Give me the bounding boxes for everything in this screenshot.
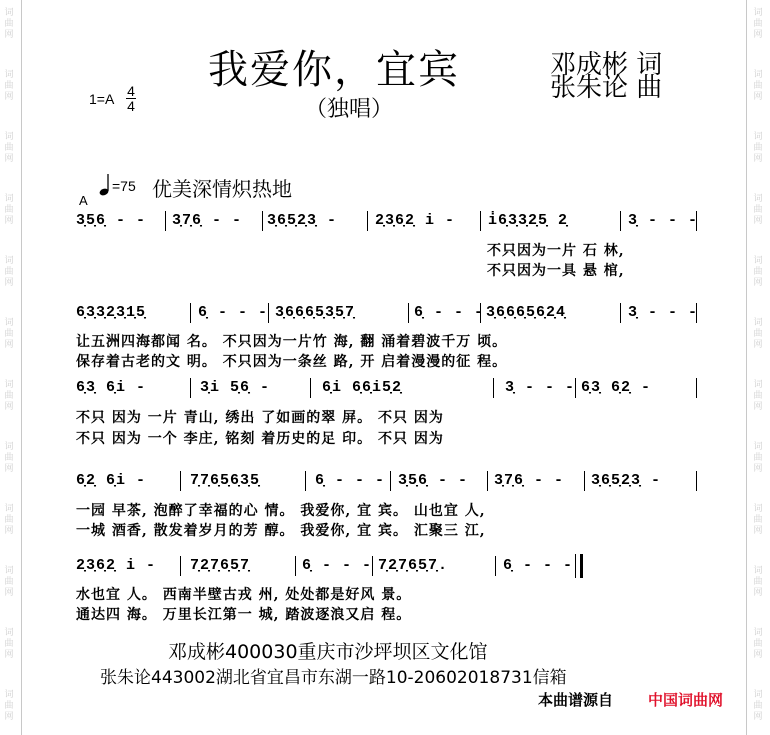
watermark-stamp: 词 曲 网 (753, 690, 763, 722)
lyricist-address: 邓成彬400030重庆市沙坪坝区文化馆 (168, 641, 488, 663)
measure-r5-1: 2̣3̣6̣2̣ i - (76, 557, 157, 574)
measure-r4-1: 6̣2̣ 6̣i - (76, 472, 147, 489)
watermark-stamp: 词 曲 网 (753, 8, 763, 40)
composer-credit: 张朱论 曲 (550, 73, 663, 103)
source-label: 本曲谱源自 (538, 691, 614, 709)
barline (620, 211, 621, 231)
measure-r4-4: 3̣5̣6̣ - - (398, 472, 469, 489)
watermark-stamp: 词 曲 网 (4, 132, 14, 164)
measure-r1-6: 3̣ - - - (628, 212, 699, 229)
lyrics-r4-verse2: 一城 酒香, 散发着岁月的芳 醇。 我爱你, 宜 宾。 汇聚三 江, (76, 523, 486, 539)
measure-r3-2: 3̣i 5̣6̣ - (200, 379, 271, 396)
watermark-stamp: 词 曲 网 (753, 318, 763, 350)
lyrics-r4-verse1: 一园 早茶, 泡醉了幸福的心 情。 我爱你, 宜 宾。 山也宜 人, (76, 503, 486, 519)
tempo-marking: =75 (112, 178, 136, 194)
barline (480, 303, 481, 323)
measure-r3-3: 6̣i 6̣6̣i5̣2̣ (322, 379, 403, 396)
watermark-stamp: 词 曲 网 (753, 70, 763, 102)
barline (696, 211, 697, 231)
barline (696, 471, 697, 491)
barline (190, 303, 191, 323)
barline (295, 556, 296, 576)
rehearsal-mark: A (79, 193, 88, 208)
watermark-stamp: 词 曲 网 (753, 566, 763, 598)
barline (696, 378, 697, 398)
barline (584, 471, 585, 491)
measure-r4-2: 7̣7̣6̣5̣6̣3̣5̣ (190, 472, 261, 489)
watermark-stamp: 词 曲 网 (4, 380, 14, 412)
measure-r2-2: 6̣ - - - (198, 304, 269, 321)
measure-r4-5: 3̣7̣6̣ - - (494, 472, 565, 489)
measure-r1-4: 2̣3̣6̣2̣ i - (375, 212, 456, 229)
barline (372, 556, 373, 576)
measure-r2-6: 3̣ - - - (628, 304, 699, 321)
measure-r2-1: 6̣3̣3̣2̣3̣1̣5̣ (76, 304, 147, 321)
barline (408, 303, 409, 323)
lyrics-r3-verse2: 不只 因为 一个 李庄, 铭刻 着历史的足 印。 不只 因为 (76, 431, 444, 447)
barline (495, 556, 496, 576)
barline (310, 378, 311, 398)
lyrics-r1-verse1: 不只因为一片 石 林, (487, 243, 625, 259)
watermark-stamp: 词 曲 网 (4, 318, 14, 350)
measure-r1-2: 3̣7̣6̣ - - (172, 212, 243, 229)
barline (493, 378, 494, 398)
measure-r5-3: 6̣ - - - (302, 557, 373, 574)
barline (480, 211, 481, 231)
watermark-stamp: 词 曲 网 (4, 504, 14, 536)
barline (190, 378, 191, 398)
site-link[interactable]: 中国词曲网 (648, 691, 724, 709)
barline (390, 471, 391, 491)
barline (268, 303, 269, 323)
barline (575, 378, 576, 398)
barline (367, 211, 368, 231)
watermark-stamp: 词 曲 网 (4, 566, 14, 598)
watermark-stamp: 词 曲 网 (4, 8, 14, 40)
lyrics-r2-verse1: 让五洲四海都闻 名。 不只因为一片竹 海, 翻 涌着碧波千万 顷。 (76, 334, 508, 350)
watermark-stamp: 词 曲 网 (4, 442, 14, 474)
watermark-stamp: 词 曲 网 (753, 628, 763, 660)
watermark-stamp: 词 曲 网 (4, 690, 14, 722)
barline (305, 471, 306, 491)
barline (180, 471, 181, 491)
watermark-stamp: 词 曲 网 (753, 504, 763, 536)
watermark-stamp: 词 曲 网 (753, 380, 763, 412)
watermark-stamp: 词 曲 网 (753, 256, 763, 288)
measure-r5-4: 7̣2̣7̣6̣5̣7̣. (378, 557, 449, 574)
quarter-note-icon (99, 172, 113, 198)
time-signature-bottom: 4 (127, 98, 135, 114)
final-thin-barline (575, 554, 576, 578)
time-signature-top: 4 (127, 83, 135, 99)
watermark-stamp: 词 曲 网 (753, 442, 763, 474)
time-signature (124, 84, 138, 113)
measure-r5-5: 6̣ - - - (503, 557, 574, 574)
left-border (21, 0, 22, 735)
barline (620, 303, 621, 323)
measure-r3-4: 3̣ - - - (505, 379, 576, 396)
lyrics-r5-verse1: 水也宜 人。 西南半壁古戎 州, 处处都是好风 景。 (76, 587, 412, 603)
lyrics-r3-verse1: 不只 因为 一片 青山, 绣出 了如画的翠 屏。 不只 因为 (76, 410, 444, 426)
measure-r3-1: 6̣3̣ 6̣i - (76, 379, 147, 396)
measure-r1-1: 3̣5̣6̣ - - (76, 212, 147, 229)
measure-r2-5: 3̣6̣6̣6̣5̣6̣2̣4̣ (486, 304, 567, 321)
key-signature: 1=A (89, 91, 115, 107)
measure-r4-3: 6̣ - - - (315, 472, 386, 489)
measure-r1-5: i̇6̣3̣3̣2̣5̣ 2̣ (488, 212, 569, 229)
watermark-stamp: 词 曲 网 (4, 194, 14, 226)
barline (180, 556, 181, 576)
right-border (746, 0, 747, 735)
measure-r4-6: 3̣6̣5̣2̣3̣ - (591, 472, 662, 489)
lyrics-r2-verse2: 保存着古老的文 明。 不只因为一条丝 路, 开 启着漫漫的征 程。 (76, 354, 508, 370)
final-barline (580, 554, 583, 578)
watermark-stamp: 词 曲 网 (753, 132, 763, 164)
lyrics-r5-verse2: 通达四 海。 万里长江第一 城, 踏波逐浪又启 程。 (76, 607, 412, 623)
barline (262, 211, 263, 231)
watermark-stamp: 词 曲 网 (4, 628, 14, 660)
measure-r1-3: 3̣6̣5̣2̣3̣ - (267, 212, 338, 229)
watermark-stamp: 词 曲 网 (4, 70, 14, 102)
barline (487, 471, 488, 491)
barline (165, 211, 166, 231)
song-subtitle: （独唱） (305, 97, 394, 122)
measure-r2-3: 3̣6̣6̣6̣5̣3̣5̣7̣ (275, 304, 356, 321)
expression-marking: 优美深情炽热地 (152, 177, 292, 201)
measure-r3-5: 6̣3̣ 6̣2̣ - (581, 379, 652, 396)
composer-address: 张朱论443002湖北省宜昌市东湖一路10-20602018731信箱 (100, 668, 567, 688)
song-title: 我爱你，宜宾 (208, 47, 460, 93)
watermark-stamp: 词 曲 网 (4, 256, 14, 288)
measure-r2-4: 6̣ - - - (414, 304, 485, 321)
barline (696, 303, 697, 323)
measure-r5-2: 7̣2̣7̣6̣5̣7̣ (190, 557, 251, 574)
watermark-stamp: 词 曲 网 (753, 194, 763, 226)
lyricist-credit: 邓成彬 词 (550, 50, 663, 80)
lyrics-r1-verse2: 不只因为一具 悬 棺, (487, 263, 625, 279)
